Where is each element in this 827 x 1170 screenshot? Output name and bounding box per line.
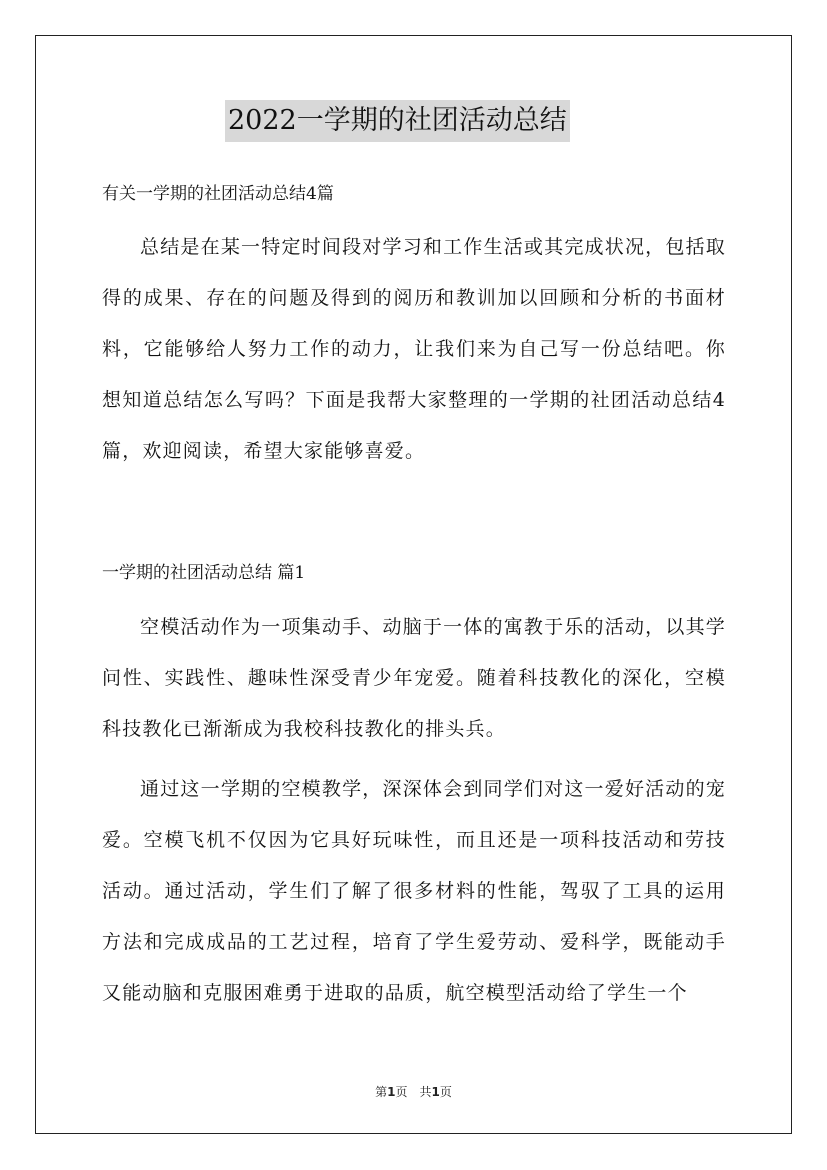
section-heading: 一学期的社团活动总结 篇1 [102,563,306,583]
page-current: 1 [387,1085,396,1099]
page-footer [0,1084,827,1100]
page-total: 1 [431,1085,440,1099]
body-paragraph: 空模活动作为一项集动手、动脑于一体的寓教于乐的活动，以其学问性、实践性、趣味性深受青少年宠爱。随着科技教化的深化，空模科技教化已渐渐成为我校科技教化的排头兵。 [102,616,726,740]
page-prefix: 第 [375,1085,388,1099]
body-paragraph: 通过这一学期的空模教学，深深体会到同学们对这一爱好活动的宠爱。空模飞机不仅因为它具好玩味性，而且还是一项科技活动和劳技活动。通过活动，学生们了解了很多材料的性能，驾驭了工具的运用方法和完成成品的工艺过程，培育了学生爱劳动、爱科学，既能动手又能动脑和克服困难勇于进取的品质，航空模型活动给了学生一个 [102,778,726,1004]
document-subtitle: 有关一学期的社团活动总结4篇 [102,184,334,204]
page-suffix: 页 [439,1085,452,1099]
intro-paragraph: 总结是在某一特定时间段对学习和工作生活或其完成状况，包括取得的成果、存在的问题及得到的阅历和教训加以回顾和分析的书面材料，它能够给人努力工作的动力，让我们来为自己写一份总结吧。你想知道总结怎么写吗？下面是我帮大家整理的一学期的社团活动总结4篇，欢迎阅读，希望大家能够喜爱。 [102,236,726,462]
page-mid: 页 共 [395,1085,432,1099]
document-title: 2022一学期的社团活动总结 [225,100,570,142]
